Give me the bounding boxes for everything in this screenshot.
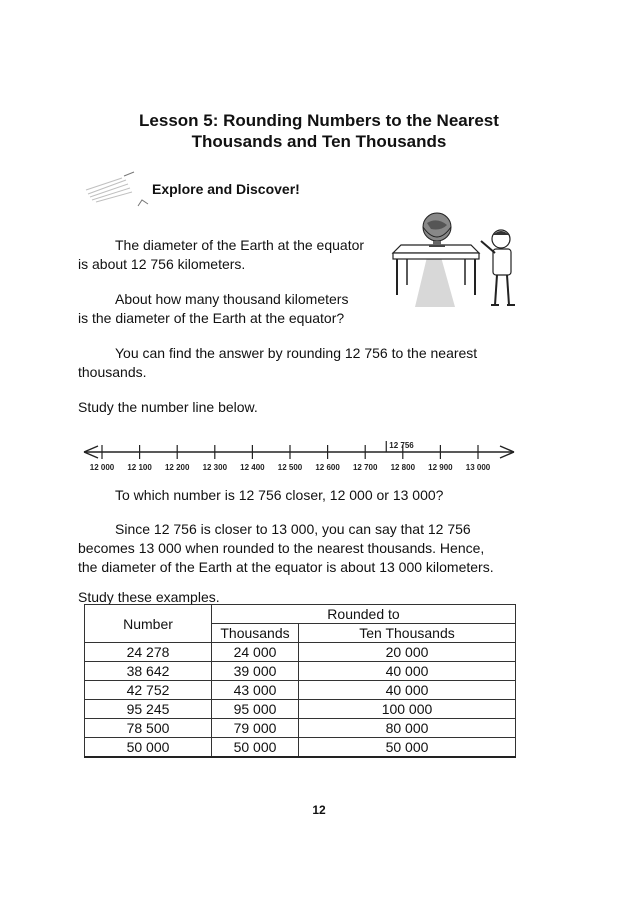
header-thousands: Thousands xyxy=(212,624,299,643)
text-line: Study these examples. xyxy=(78,589,220,605)
cell-thousands: 24 000 xyxy=(212,643,299,662)
cell-number: 78 500 xyxy=(85,719,212,738)
text-line: is the diameter of the Earth at the equator? xyxy=(78,310,345,326)
number-line-tick-label: 12 800 xyxy=(390,463,416,472)
header-ten-thousands: Ten Thousands xyxy=(299,624,516,643)
text-line: thousands. xyxy=(78,364,147,380)
number-line-tick-label: 12 600 xyxy=(315,463,340,472)
cell-number: 42 752 xyxy=(85,681,212,700)
globe-table-boy-illustration xyxy=(385,205,525,315)
text-line: Since 12 756 is closer to 13 000, you can say that 12 756 xyxy=(115,521,471,537)
text-line: To which number is 12 756 closer, 12 000 or 13 000? xyxy=(115,487,444,503)
number-line-tick-label: 12 500 xyxy=(277,463,303,472)
header-number: Number xyxy=(85,605,212,643)
cell-thousands: 95 000 xyxy=(212,700,299,719)
cell-thousands: 43 000 xyxy=(212,681,299,700)
number-line-tick-label: 12 100 xyxy=(127,463,152,472)
examples-table xyxy=(84,604,516,758)
number-line-tick-label: 12 700 xyxy=(352,463,378,472)
cell-ten-thousands: 50 000 xyxy=(299,738,516,758)
lesson-title-line-2: Thousands and Ten Thousands xyxy=(191,132,447,151)
cell-ten-thousands: 20 000 xyxy=(299,643,516,662)
cell-number: 38 642 xyxy=(85,662,212,681)
paragraph-earth-diameter xyxy=(78,236,378,255)
table-row xyxy=(85,681,516,700)
table-row xyxy=(85,719,516,738)
cell-number: 50 000 xyxy=(85,738,212,758)
table-row xyxy=(85,643,516,662)
section-heading: Explore and Discover! xyxy=(152,181,300,197)
cell-thousands: 50 000 xyxy=(212,738,299,758)
number-line-marker-label: 12 756 xyxy=(389,441,414,450)
table-row xyxy=(85,738,516,758)
table-body xyxy=(85,643,516,758)
cell-number: 95 245 xyxy=(85,700,212,719)
text-line: The diameter of the Earth at the equator xyxy=(115,237,365,253)
text-line: becomes 13 000 when rounded to the nearest thousands. Hence, xyxy=(78,540,485,556)
cell-thousands: 39 000 xyxy=(212,662,299,681)
text-line: You can find the answer by rounding 12 756 to the nearest xyxy=(115,345,478,361)
cell-ten-thousands: 80 000 xyxy=(299,719,516,738)
text-line: the diameter of the Earth at the equator is about 13 000 kilometers. xyxy=(78,559,494,575)
table-row xyxy=(85,662,516,681)
number-line xyxy=(82,436,532,476)
text-line: About how many thousand kilometers xyxy=(115,291,349,307)
number-line-tick-label: 12 200 xyxy=(164,463,190,472)
lesson-title-line-1: Lesson 5: Rounding Numbers to the Nearest xyxy=(139,111,499,130)
text-line: is about 12 756 kilometers. xyxy=(78,256,246,272)
table-row xyxy=(85,700,516,719)
paragraph-explanation xyxy=(78,520,558,539)
number-line-tick-label: 12 000 xyxy=(89,463,115,472)
cell-ten-thousands: 40 000 xyxy=(299,662,516,681)
number-line-tick-label: 12 300 xyxy=(202,463,228,472)
explore-illustration-icon xyxy=(82,170,152,210)
cell-ten-thousands: 40 000 xyxy=(299,681,516,700)
paragraph-question-thousand xyxy=(78,290,378,309)
paragraph-rounding xyxy=(78,344,548,363)
number-line-tick-label: 13 000 xyxy=(465,463,491,472)
paragraph-question-closer xyxy=(78,486,548,505)
text-line: Study the number line below. xyxy=(78,399,258,415)
cell-ten-thousands: 100 000 xyxy=(299,700,516,719)
page-number: 12 xyxy=(312,803,326,817)
lesson-title xyxy=(0,110,638,152)
number-line-tick-label: 12 400 xyxy=(240,463,265,472)
cell-number: 24 278 xyxy=(85,643,212,662)
cell-thousands: 79 000 xyxy=(212,719,299,738)
number-line-tick-label: 12 900 xyxy=(428,463,453,472)
header-rounded-to: Rounded to xyxy=(212,605,516,624)
